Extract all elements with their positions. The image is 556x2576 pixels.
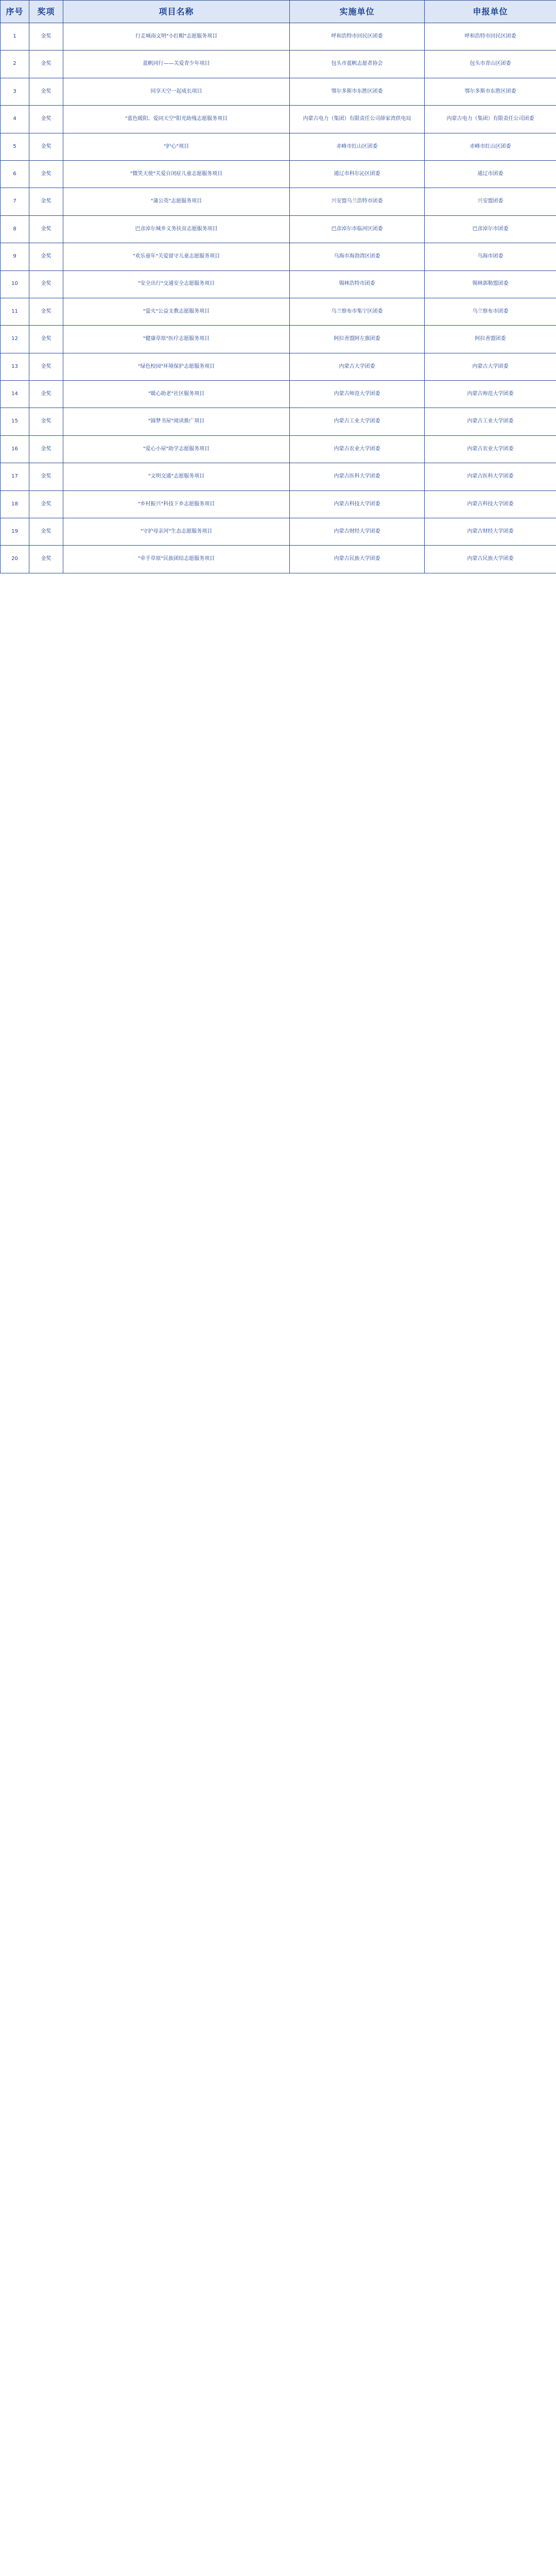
cell-award: 金奖: [29, 50, 63, 78]
cell-implementing-unit: 内蒙古农业大学团委: [290, 435, 425, 463]
cell-project-name: "萤火"公益支教志愿服务项目: [63, 298, 290, 325]
cell-implementing-unit: 内蒙古财经大学团委: [290, 518, 425, 546]
table-row: [1, 160, 556, 188]
cell-applying-unit: 包头市青山区团委: [425, 50, 556, 78]
cell-project-name: "圆梦书屋"阅读推广项目: [63, 408, 290, 435]
cell-implementing-unit: 巴彦淖尔市临河区团委: [290, 215, 425, 243]
cell-award: 金奖: [29, 381, 63, 408]
cell-project-name: "绿色校园"环境保护志愿服务项目: [63, 353, 290, 380]
cell-implementing-unit: 乌海市海勃湾区团委: [290, 243, 425, 270]
cell-project-name: "爱心小屋"助学志愿服务项目: [63, 435, 290, 463]
cell-serial: 15: [1, 408, 29, 435]
cell-serial: 1: [1, 23, 29, 50]
cell-serial: 9: [1, 243, 29, 270]
cell-implementing-unit: 通辽市科尔沁区团委: [290, 160, 425, 188]
table-row: [1, 23, 556, 50]
cell-implementing-unit: 包头市蓝帆志愿者协会: [290, 50, 425, 78]
cell-implementing-unit: 内蒙古医科大学团委: [290, 463, 425, 490]
cell-implementing-unit: 锡林浩特市团委: [290, 270, 425, 298]
cell-serial: 3: [1, 78, 29, 105]
cell-implementing-unit: 阿拉善盟阿左旗团委: [290, 326, 425, 353]
cell-serial: 7: [1, 188, 29, 215]
cell-award: 金奖: [29, 188, 63, 215]
header-applying-unit: 申报单位: [425, 1, 556, 23]
cell-implementing-unit: 兴安盟乌兰浩特市团委: [290, 188, 425, 215]
table-body: [1, 23, 556, 573]
cell-project-name: "护心"项目: [63, 133, 290, 160]
cell-serial: 6: [1, 160, 29, 188]
cell-serial: 20: [1, 546, 29, 573]
cell-project-name: "文明交通"志愿服务项目: [63, 463, 290, 490]
cell-project-name: 巴彦淖尔城乡义务扶贫志愿服务项目: [63, 215, 290, 243]
cell-project-name: "蓝色暖阳、爱同天空"阳光助残志愿服务项目: [63, 106, 290, 133]
cell-award: 金奖: [29, 546, 63, 573]
cell-applying-unit: 赤峰市红山区团委: [425, 133, 556, 160]
cell-serial: 19: [1, 518, 29, 546]
cell-serial: 18: [1, 490, 29, 518]
cell-project-name: 同享天空一起成长项目: [63, 78, 290, 105]
cell-serial: 2: [1, 50, 29, 78]
table-row: [1, 106, 556, 133]
cell-serial: 4: [1, 106, 29, 133]
cell-implementing-unit: 内蒙古科技大学团委: [290, 490, 425, 518]
cell-award: 金奖: [29, 298, 63, 325]
cell-applying-unit: 内蒙古大学团委: [425, 353, 556, 380]
cell-implementing-unit: 鄂尔多斯市东胜区团委: [290, 78, 425, 105]
cell-project-name: "守护母亲河"生态志愿服务项目: [63, 518, 290, 546]
cell-award: 金奖: [29, 106, 63, 133]
table-row: [1, 546, 556, 573]
cell-applying-unit: 内蒙古民族大学团委: [425, 546, 556, 573]
cell-project-name: "安全出行"交通安全志愿服务项目: [63, 270, 290, 298]
cell-serial: 8: [1, 215, 29, 243]
table-row: [1, 298, 556, 325]
table-row: [1, 463, 556, 490]
cell-implementing-unit: 内蒙古工业大学团委: [290, 408, 425, 435]
cell-applying-unit: 鄂尔多斯市东胜区团委: [425, 78, 556, 105]
cell-award: 金奖: [29, 353, 63, 380]
cell-project-name: "健康草原"医疗志愿服务项目: [63, 326, 290, 353]
table-row: [1, 133, 556, 160]
table-row: [1, 243, 556, 270]
table-row: [1, 326, 556, 353]
table-row: [1, 381, 556, 408]
cell-applying-unit: 内蒙古财经大学团委: [425, 518, 556, 546]
header-serial: 序号: [1, 1, 29, 23]
cell-applying-unit: 内蒙古医科大学团委: [425, 463, 556, 490]
cell-serial: 16: [1, 435, 29, 463]
cell-implementing-unit: 内蒙古电力（集团）有限责任公司薛家湾供电局: [290, 106, 425, 133]
cell-project-name: "蒲公英"志愿服务项目: [63, 188, 290, 215]
table-row: [1, 490, 556, 518]
cell-award: 金奖: [29, 78, 63, 105]
cell-award: 金奖: [29, 435, 63, 463]
table-row: [1, 78, 556, 105]
cell-applying-unit: 内蒙古工业大学团委: [425, 408, 556, 435]
cell-serial: 10: [1, 270, 29, 298]
cell-project-name: 行走城南文明"小红帽"志愿服务项目: [63, 23, 290, 50]
table-row: [1, 188, 556, 215]
cell-project-name: "微笑天使"关爱自闭症儿童志愿服务项目: [63, 160, 290, 188]
cell-applying-unit: 乌海市团委: [425, 243, 556, 270]
table-row: [1, 353, 556, 380]
table-row: [1, 215, 556, 243]
table-row: [1, 518, 556, 546]
cell-implementing-unit: 乌兰察布市集宁区团委: [290, 298, 425, 325]
cell-implementing-unit: 赤峰市红山区团委: [290, 133, 425, 160]
cell-applying-unit: 内蒙古师范大学团委: [425, 381, 556, 408]
cell-implementing-unit: 内蒙古大学团委: [290, 353, 425, 380]
cell-implementing-unit: 呼和浩特市回民区团委: [290, 23, 425, 50]
table-header-row: [1, 1, 556, 23]
cell-award: 金奖: [29, 270, 63, 298]
header-project-name: 项目名称: [63, 1, 290, 23]
table-row: [1, 50, 556, 78]
table-row: [1, 408, 556, 435]
cell-serial: 5: [1, 133, 29, 160]
cell-serial: 14: [1, 381, 29, 408]
cell-award: 金奖: [29, 243, 63, 270]
cell-applying-unit: 巴彦淖尔市团委: [425, 215, 556, 243]
cell-award: 金奖: [29, 23, 63, 50]
cell-project-name: "牵手草原"民族团结志愿服务项目: [63, 546, 290, 573]
cell-serial: 17: [1, 463, 29, 490]
cell-project-name: "暖心助老"社区服务项目: [63, 381, 290, 408]
cell-applying-unit: 锡林郭勒盟团委: [425, 270, 556, 298]
cell-applying-unit: 通辽市团委: [425, 160, 556, 188]
cell-applying-unit: 呼和浩特市回民区团委: [425, 23, 556, 50]
header-award: 奖项: [29, 1, 63, 23]
award-list-table: [0, 0, 556, 573]
cell-project-name: "欢乐童年"关爱留守儿童志愿服务项目: [63, 243, 290, 270]
cell-applying-unit: 兴安盟团委: [425, 188, 556, 215]
cell-award: 金奖: [29, 133, 63, 160]
cell-award: 金奖: [29, 518, 63, 546]
cell-project-name: 蓝帆同行——关爱青少年项目: [63, 50, 290, 78]
cell-award: 金奖: [29, 408, 63, 435]
table-row: [1, 435, 556, 463]
cell-implementing-unit: 内蒙古师范大学团委: [290, 381, 425, 408]
table-row: [1, 270, 556, 298]
cell-implementing-unit: 内蒙古民族大学团委: [290, 546, 425, 573]
header-implementing-unit: 实施单位: [290, 1, 425, 23]
cell-applying-unit: 内蒙古科技大学团委: [425, 490, 556, 518]
cell-award: 金奖: [29, 463, 63, 490]
cell-award: 金奖: [29, 326, 63, 353]
cell-applying-unit: 阿拉善盟团委: [425, 326, 556, 353]
cell-applying-unit: 内蒙古农业大学团委: [425, 435, 556, 463]
cell-award: 金奖: [29, 160, 63, 188]
cell-serial: 13: [1, 353, 29, 380]
cell-serial: 12: [1, 326, 29, 353]
cell-applying-unit: 乌兰察布市团委: [425, 298, 556, 325]
cell-award: 金奖: [29, 215, 63, 243]
cell-applying-unit: 内蒙古电力（集团）有限责任公司团委: [425, 106, 556, 133]
cell-serial: 11: [1, 298, 29, 325]
cell-award: 金奖: [29, 490, 63, 518]
cell-project-name: "乡村振兴"科技下乡志愿服务项目: [63, 490, 290, 518]
